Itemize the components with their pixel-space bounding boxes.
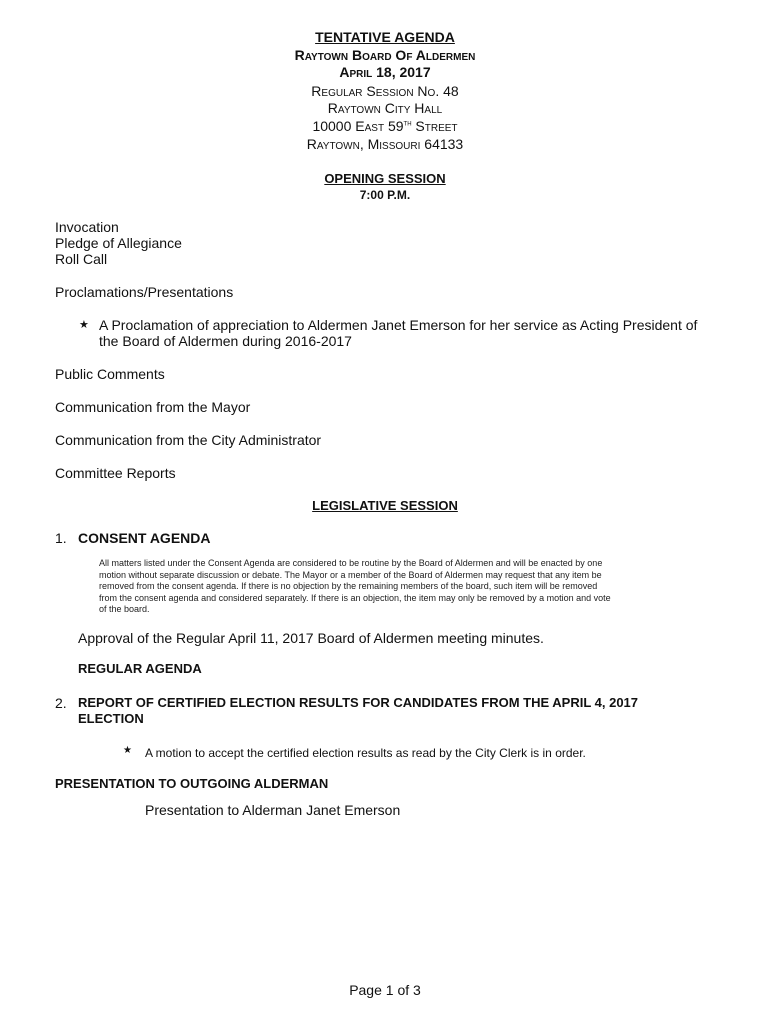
- election-results-title: [78, 695, 718, 727]
- board-name: Raytown Board Of Aldermen: [294, 47, 476, 63]
- item-invocation: Invocation: [55, 219, 119, 235]
- item-roll-call: Roll Call: [55, 251, 108, 267]
- item-mayor-communication: Communication from the Mayor: [55, 399, 251, 415]
- proclamation-item: [99, 317, 739, 349]
- presentation-text: Presentation to Alderman Janet Emerson: [145, 802, 401, 818]
- proclamation-line-1: A Proclamation of appreciation to Aldermen Janet Emerson for her service as Acting President of: [99, 317, 698, 333]
- consent-agenda-title: CONSENT AGENDA: [78, 530, 211, 546]
- item-administrator-communication: Communication from the City Administrator: [55, 432, 322, 448]
- election-title-line-2: ELECTION: [78, 711, 144, 726]
- page-title: TENTATIVE AGENDA: [315, 29, 455, 45]
- item-pledge: Pledge of Allegiance: [55, 235, 182, 251]
- session-number: Regular Session No. 48: [311, 83, 459, 99]
- election-title-line-1: REPORT OF CERTIFIED ELECTION RESULTS FOR CANDIDATES FROM THE APRIL 4, 2017: [78, 695, 639, 710]
- consent-line: removed from the consent agenda. If there is no objection by the remaining members of the board, such item will be removed: [99, 581, 598, 592]
- address-suffix: th: [403, 118, 412, 128]
- election-motion: A motion to accept the certified election results as read by the City Clerk is in order.: [145, 746, 586, 760]
- consent-line: motion without separate discussion or debate. The Mayor or a member of the Board of Aldermen may request that any item be: [99, 569, 602, 580]
- meeting-address: [0, 118, 770, 135]
- star-bullet-icon: ★: [123, 745, 132, 756]
- opening-session-heading: OPENING SESSION: [324, 171, 446, 186]
- page-number: Page 1 of 3: [349, 982, 421, 998]
- opening-time: 7:00 P.M.: [359, 188, 411, 202]
- item-committee-reports: Committee Reports: [55, 465, 176, 481]
- regular-agenda-heading: REGULAR AGENDA: [78, 661, 202, 676]
- consent-line: All matters listed under the Consent Agenda are considered to be routine by the Board of Aldermen and will be enacted by one: [99, 558, 603, 568]
- meeting-location: Raytown City Hall: [327, 100, 443, 116]
- item2-number: 2.: [55, 695, 67, 711]
- consent-line: from the consent agenda and considered separately. If there is an objection, the item may only be removed by a motion and vote: [99, 592, 611, 603]
- consent-agenda-description: [99, 558, 689, 616]
- city-state: Raytown, Missouri 64133: [306, 136, 464, 152]
- address-number: 10000 East 59: [312, 118, 404, 134]
- meeting-date: April 18, 2017: [339, 64, 431, 80]
- consent-line: of the board.: [99, 604, 150, 615]
- legislative-session-heading: LEGISLATIVE SESSION: [312, 498, 458, 513]
- consent-number: 1.: [55, 530, 67, 546]
- star-bullet-icon: ★: [79, 319, 89, 331]
- proclamations-heading: Proclamations/Presentations: [55, 284, 234, 300]
- minutes-approval: Approval of the Regular April 11, 2017 Board of Aldermen meeting minutes.: [78, 630, 544, 646]
- address-street: Street: [411, 118, 458, 134]
- proclamation-line-2: the Board of Aldermen during 2016-2017: [99, 333, 352, 349]
- presentation-heading: PRESENTATION TO OUTGOING ALDERMAN: [55, 776, 329, 791]
- item-public-comments: Public Comments: [55, 366, 165, 382]
